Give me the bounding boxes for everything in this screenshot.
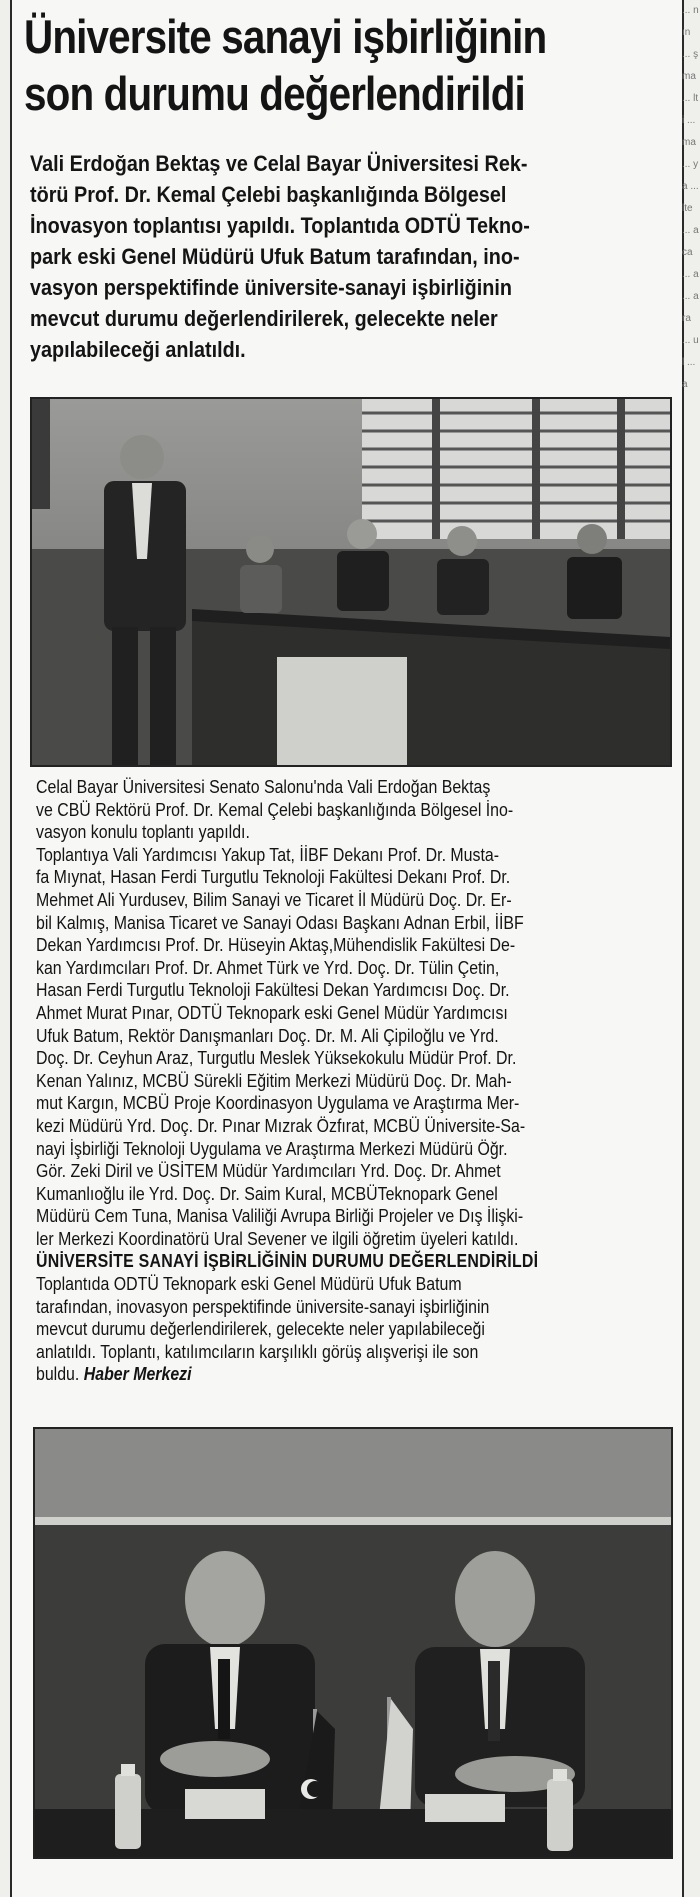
byline: Haber Merkezi	[83, 1363, 192, 1385]
body-line: Ahmet Murat Pınar, ODTÜ Teknopark eski Genel Müdür Yardımcısı	[36, 1001, 508, 1023]
closing-line: mevcut durumu değerlendirilerek, gelecekte neler yapılabileceği	[36, 1318, 485, 1340]
body-line: Kumanlıoğlu ile Yrd. Doç. Dr. Saim Kural, MCBÜTeknopark Genel	[36, 1182, 498, 1204]
lead-line: yapılabileceği anlatıldı.	[30, 337, 246, 362]
lead-line: Vali Erdoğan Bektaş ve Celal Bayar Üniversitesi Rek-	[30, 151, 528, 176]
adjacent-article-fragment: ... nın ... şma ... lti ... ma ... ya ... lte ... aca ... a ... ara ... ul ... a	[682, 5, 699, 390]
closing-line: anlatıldı. Toplantı, katılımcıların karşılıklı görüş alışverişi ile son	[36, 1340, 479, 1362]
water-bottle-icon	[115, 1764, 141, 1849]
lead-line: törü Prof. Dr. Kemal Çelebi başkanlığında Bölgesel	[30, 182, 507, 207]
body-line: Dekan Yardımcısı Prof. Dr. Hüseyin Aktaş,Mühendislik Fakültesi De-	[36, 934, 516, 956]
headline	[24, 8, 583, 122]
meeting-photo	[30, 397, 672, 767]
officials-photo-illustration	[35, 1429, 671, 1857]
meeting-photo-illustration	[32, 399, 670, 765]
lead-line: mevcut durumu değerlendirilerek, gelecekte neler	[30, 306, 498, 331]
body-line: kezi Müdürü Yrd. Doç. Dr. Pınar Mızrak Özfırat, MCBÜ Üniversite-Sa-	[36, 1114, 526, 1136]
water-bottle-icon	[547, 1769, 573, 1851]
body-line: vasyon konulu toplantı yapıldı.	[36, 821, 250, 843]
article-body	[36, 776, 669, 1386]
body-line: nayi İşbirliği Teknoloji Uygulama ve Araştırma Merkezi Müdürü Öğr.	[36, 1137, 508, 1159]
closing-line: tarafından, inovasyon perspektifinde üniversite-sanayi işbirliğinin	[36, 1295, 490, 1317]
lead-line: park eski Genel Müdürü Ufuk Batum tarafından, ino-	[30, 244, 520, 269]
body-line: Ufuk Batum, Rektör Danışmanları Doç. Dr. M. Ali Çipiloğlu ve Yrd.	[36, 1024, 499, 1046]
lead-paragraph	[30, 148, 593, 365]
window-blinds	[362, 399, 670, 539]
body-line: Kenan Yalınız, MCBÜ Sürekli Eğitim Merkezi Müdürü Doç. Dr. Mah-	[36, 1069, 512, 1091]
body-line: bil Kalmış, Manisa Ticaret ve Sanayi Odası Başkanı Adnan Erbil, İİBF	[36, 911, 524, 933]
lead-line: vasyon perspektifinde üniversite-sanayi işbirliğinin	[30, 275, 512, 300]
headline-line: Üniversite sanayi işbirliğinin	[24, 10, 547, 63]
body-line: Mehmet Ali Yurdusev, Bilim Sanayi ve Ticaret İl Müdürü Doç. Dr. Er-	[36, 888, 512, 910]
closing-line: Toplantıda ODTÜ Teknopark eski Genel Müdürü Ufuk Batum	[36, 1273, 462, 1295]
body-line: Celal Bayar Üniversitesi Senato Salonu'nda Vali Erdoğan Bektaş	[36, 776, 491, 797]
body-line: mut Kargın, MCBÜ Proje Koordinasyon Uygulama ve Araştırma Mer-	[36, 1092, 520, 1114]
body-line: Doç. Dr. Ceyhun Araz, Turgutlu Meslek Yüksekokulu Müdür Prof. Dr.	[36, 1047, 517, 1069]
body-line: Hasan Ferdi Turgutlu Teknoloji Fakültesi Dekan Yardımcısı Doç. Dr.	[36, 979, 510, 1001]
section-subhead: ÜNİVERSİTE SANAYİ İŞBİRLİĞİNİN DURUMU DEĞERLENDİRİLDİ	[36, 1250, 539, 1272]
officials-photo	[33, 1427, 673, 1859]
body-line: Gör. Zeki Diril ve ÜSİTEM Müdür Yardımcıları Yrd. Doç. Dr. Ahmet	[36, 1160, 501, 1182]
lead-line: İnovasyon toplantısı yapıldı. Toplantıda ODTÜ Tekno-	[30, 213, 530, 238]
body-line: fa Mıynat, Hasan Ferdi Turgutlu Teknoloji Fakültesi Dekanı Prof. Dr.	[36, 866, 511, 888]
body-line: Toplantıya Vali Yardımcısı Yakup Tat, İİBF Dekanı Prof. Dr. Musta-	[36, 843, 499, 865]
body-line: kan Yardımcıları Prof. Dr. Ahmet Türk ve Yrd. Doç. Dr. Tülin Çetin,	[36, 956, 500, 978]
body-line: ve CBÜ Rektörü Prof. Dr. Kemal Çelebi başkanlığında Bölgesel İno-	[36, 798, 514, 820]
headline-line: son durumu değerlendirildi	[24, 67, 525, 120]
final-text: buldu.	[36, 1363, 80, 1385]
body-line: Müdürü Cem Tuna, Manisa Valiliği Avrupa Birliği Projeler ve Dış İlişki-	[36, 1205, 524, 1227]
body-line: ler Merkezi Koordinatörü Ural Sevener ve ilgili öğretim üyeleri katıldı.	[36, 1227, 519, 1249]
closing-line-final	[36, 1363, 669, 1386]
